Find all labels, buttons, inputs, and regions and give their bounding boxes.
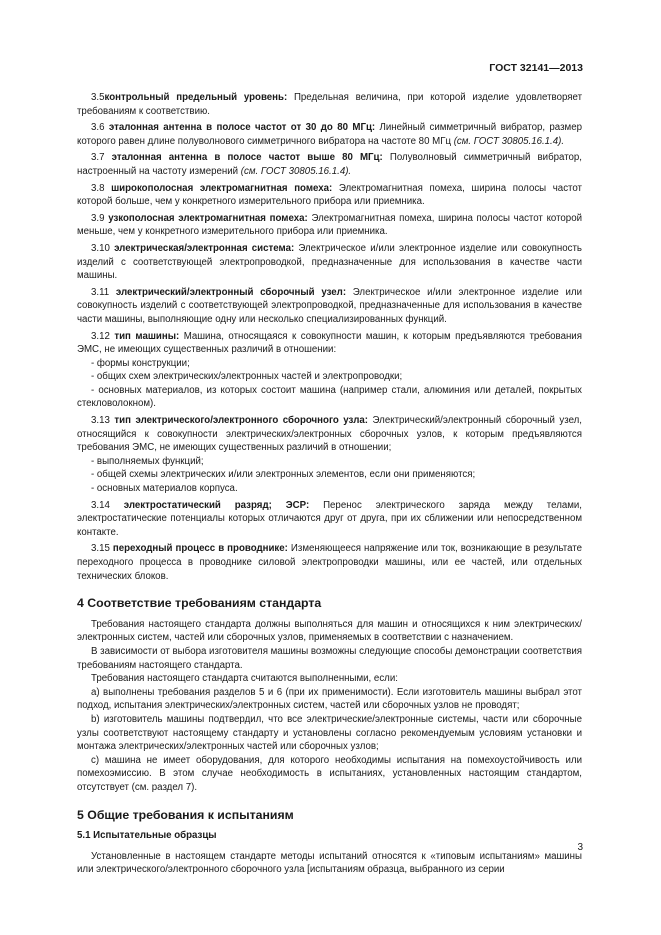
- document-body: [77, 91, 582, 877]
- list-item: - общей схемы электрических и/или электронных элементов, если они применяются;: [91, 469, 476, 481]
- definition-3-11: 3.11 электрический/электронный сборочный узел: Электрическое и/или электронное изделие или совокупность изделий с соответствующей электропроводкой, предназначенные для использования в качестве части машины, выполняющие одну или несколько специализированных функций.: [77, 286, 582, 325]
- section-5-heading: 5 Общие требования к испытаниям: [77, 807, 294, 822]
- section-4-item-b: b) изготовитель машины подтвердил, что все электрические/электронные системы, части или сборочные узлы соответствуют настоящему стандарту и установлены согласно рекомендуемым условиям установки и монтажа электрических/электронных частей или сборочных узлов;: [77, 713, 582, 753]
- definition-3-13: 3.13 тип электрического/электронного сборочного узла: Электрический/электронный сборочный узел, относящийся к совокупности электрических/электронных сборочных узлов, к которым предъявляются требования ЭМС, не имеющих существенных различий в отношении;: [77, 415, 582, 454]
- definition-3-15: 3.15 переходный процесс в проводнике: Изменяющееся напряжение или ток, возникающие в результате переходного процесса в проводнике силовой электропроводки машины, или ее частей, или отдельных технических блоков.: [77, 543, 582, 582]
- definition-3-14: 3.14 электростатический разряд; ЭСР: Перенос электрического заряда между телами, электростатические потенциалы которых отличаются друг от друга, при их сближении или непосредственном контакте.: [77, 499, 582, 538]
- list-item: - общих схем электрических/электронных частей и электропроводки;: [91, 371, 403, 383]
- section-4-paragraph: Требования настоящего стандарта должны выполняться для машин и относящихся к ним электрических/электронных систем, частей или сборочных узлов, применяемых в соответствии с назначением.: [77, 618, 582, 644]
- section-5-1-heading: 5.1 Испытательные образцы: [77, 830, 217, 842]
- definition-3-5: 3.5контрольный предельный уровень: Предельная величина, при которой изделие удовлетворяет требованиям к соответствию.: [77, 92, 582, 117]
- definition-3-8: 3.8 широкополосная электромагнитная помеха: Электромагнитная помеха, ширина полосы частот которой больше, чем у конкретного измерительного прибора или приемника.: [77, 182, 582, 208]
- definition-3-6: 3.6 эталонная антенна в полосе частот от 30 до 80 МГц: Линейный симметричный вибратор, размер которого равен длине полуволнового симметричного вибратора на частоте 80 МГц (см. ГОСТ 30805.16.1.4).: [77, 122, 582, 147]
- section-4-paragraph: В зависимости от выбора изготовителя машины возможны следующие способы демонстрации соответствия требованиям настоящего стандарта.: [77, 645, 583, 671]
- definition-3-12: 3.12 тип машины: Машина, относящаяся к совокупности машин, к которым предъявляются требования ЭМС, не имеющих существенных различий в отношении:: [77, 330, 582, 356]
- page-number: 3: [577, 842, 583, 853]
- definition-3-7: 3.7 эталонная антенна в полосе частот выше 80 МГц: Полуволновый симметричный вибратор, настроенный на частоту измерений (см. ГОСТ 30805.16.1.4).: [77, 152, 582, 177]
- list-item: - основных материалов корпуса.: [91, 483, 238, 495]
- definition-3-9: 3.9 узкополосная электромагнитная помеха: Электромагнитная помеха, ширина полосы частот которой меньше, чем у конкретного измерительного прибора или приемника.: [77, 212, 582, 238]
- section-4-item-c: с) машина не имеет оборудования, для которого необходимы испытания на помехоустойчивость или помехоэмиссию. В этом случае необходимость в испытаниях, установленных настоящим стандартом, отсутствует (см. раздел 7).: [77, 754, 582, 793]
- list-item: - основных материалов, из которых состоит машина (например стали, алюминия или деталей, покрытых стекловолокном).: [77, 384, 582, 410]
- section-4-item-a: а) выполнены требования разделов 5 и 6 (при их применимости). Если изготовитель машины выбрал этот подход, испытания электрических/электронных систем, частей или сборочных узлов не проводят;: [77, 686, 582, 712]
- list-item: - формы конструкции;: [91, 357, 190, 369]
- section-4-paragraph: Требования настоящего стандарта считаются выполненными, если:: [91, 673, 398, 685]
- section-5-1-paragraph: Установленные в настоящем стандарте методы испытаний относятся к «типовым испытаниям» машины или электрического/электронного сборочного узла [испытаниям образца, выбранного из серии: [77, 850, 582, 876]
- section-4-heading: 4 Соответствие требованиям стандарта: [77, 596, 322, 611]
- definition-3-10: 3.10 электрическая/электронная система: Электрическое и/или электронное изделие или совокупность изделий с соответствующей электропроводкой, предназначенные для использования в качестве части машины.: [77, 242, 582, 282]
- document-header: ГОСТ 32141—2013: [489, 62, 583, 74]
- list-item: - выполняемых функций;: [91, 455, 204, 467]
